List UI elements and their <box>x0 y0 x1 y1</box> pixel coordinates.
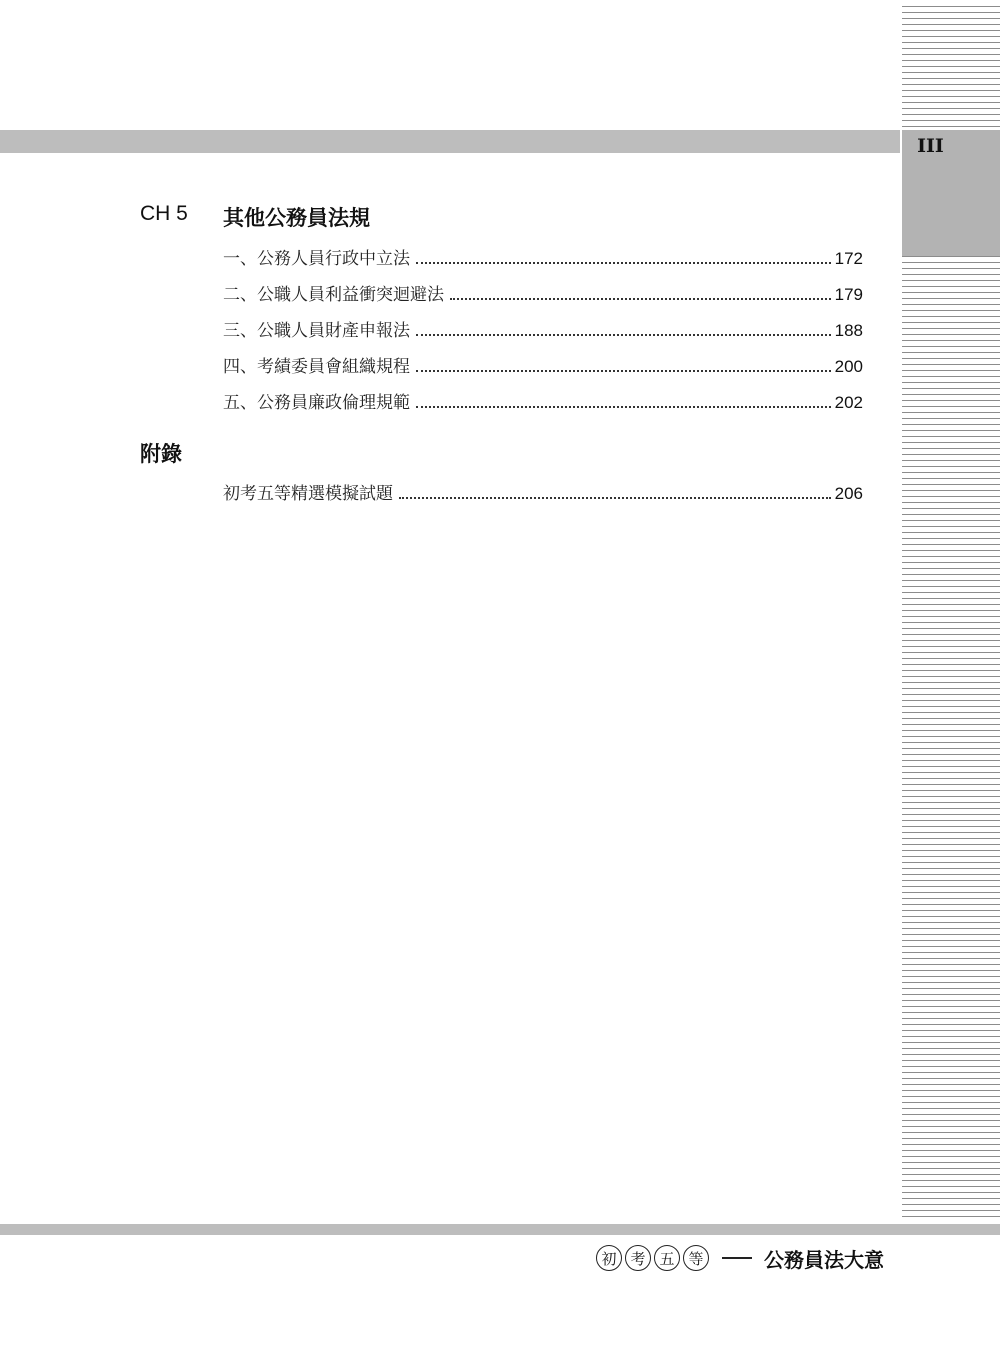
dot-leader <box>416 262 831 264</box>
toc-entry[interactable] <box>223 316 863 352</box>
toc-entry-title: 四、考績委員會組織規程 <box>223 357 410 377</box>
page-number-tab <box>902 130 1000 256</box>
toc-entry[interactable] <box>223 280 863 316</box>
toc-entry[interactable] <box>223 388 863 424</box>
series-char-circle: 考 <box>625 1245 651 1271</box>
chapter-toc-list <box>223 244 863 424</box>
dot-leader <box>416 334 831 336</box>
series-char-circle: 五 <box>654 1245 680 1271</box>
toc-entry-page: 188 <box>834 321 863 340</box>
toc-entry-title: 五、公務員廉政倫理規範 <box>223 393 410 413</box>
book-title: 公務員法大意 <box>764 1247 884 1272</box>
toc-entry-title: 三、公職人員財產申報法 <box>223 321 410 341</box>
dot-leader <box>399 497 831 499</box>
toc-entry-page: 206 <box>834 484 863 503</box>
toc-entry[interactable] <box>223 352 863 388</box>
toc-entry-page: 202 <box>834 393 863 412</box>
running-footer <box>596 1242 884 1274</box>
footer-dash <box>722 1257 752 1259</box>
toc-entry-page: 200 <box>834 357 863 376</box>
toc-entry[interactable] <box>223 479 863 515</box>
toc-entry-page: 179 <box>834 285 863 304</box>
appendix-toc-list <box>223 479 863 515</box>
toc-entry-title: 初考五等精選模擬試題 <box>223 484 393 504</box>
toc-entry-title: 一、公務人員行政中立法 <box>223 249 410 269</box>
header-band <box>0 130 900 153</box>
dot-leader <box>450 298 831 300</box>
series-char-circle: 初 <box>596 1245 622 1271</box>
chapter-title: 其他公務員法規 <box>223 206 370 230</box>
toc-entry[interactable] <box>223 244 863 280</box>
toc-entry-page: 172 <box>834 249 863 268</box>
series-char-circle: 等 <box>683 1245 709 1271</box>
toc-entry-title: 二、公職人員利益衝突迴避法 <box>223 285 444 305</box>
dot-leader <box>416 370 831 372</box>
side-stripe-upper <box>902 6 1000 130</box>
dot-leader <box>416 406 831 408</box>
chapter-number: CH 5 <box>140 202 188 225</box>
appendix-heading: 附錄 <box>140 442 182 466</box>
footer-band <box>0 1224 1000 1235</box>
roman-page-number: III <box>917 135 944 157</box>
side-stripe-lower <box>902 256 1000 1222</box>
